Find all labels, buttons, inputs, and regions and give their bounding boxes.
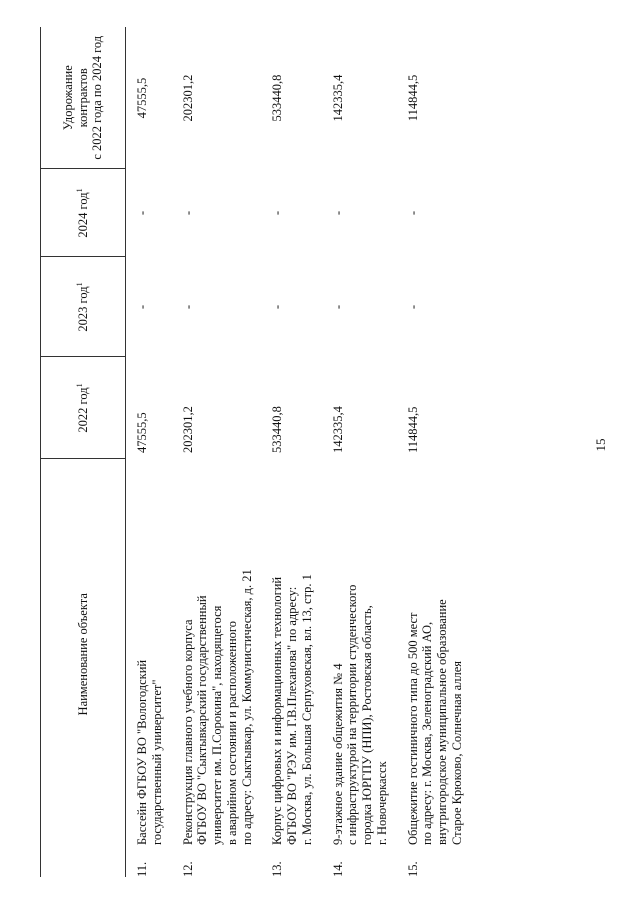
- row-number: 12.: [180, 861, 195, 877]
- object-name: Бассейн ФГБОУ ВО "Вологодский государственный университет": [135, 659, 164, 845]
- value-2024: -: [180, 210, 195, 216]
- row-number: 14.: [330, 861, 345, 877]
- object-name: Общежитие гостиничного типа до 500 мест по адресу: г. Москва, Зеленоградский АО, внутригородское муниципальное образование Старое Крюково, Солнечная аллея: [405, 599, 464, 845]
- value-2023: -: [330, 304, 345, 310]
- objects-table: [40, 27, 472, 877]
- row-number: 15.: [405, 861, 420, 877]
- table-row: [126, 27, 172, 877]
- table-row: [322, 27, 397, 877]
- value-increase: 114844,5: [405, 74, 420, 122]
- value-increase: 142335,4: [330, 74, 345, 122]
- row-number: 11.: [135, 861, 149, 877]
- table-row: [172, 27, 262, 877]
- table-row: [261, 27, 321, 877]
- object-name: Корпус цифровых и информационных технологий ФГБОУ ВО "РЭУ им. Г.В.Плеханова" по адресу: г. Москва, ул. Большая Серпуховская, вл. 13, стр. 1: [270, 574, 314, 845]
- value-2023: -: [180, 304, 195, 310]
- value-2023: -: [135, 304, 149, 310]
- row-number: 13.: [270, 861, 285, 877]
- value-2022: 114844,5: [405, 406, 420, 453]
- header-number: [41, 849, 126, 877]
- header-object-name: Наименование объекта: [41, 459, 126, 849]
- value-2023: -: [405, 304, 420, 310]
- value-2024: -: [135, 210, 149, 216]
- table-row: [397, 27, 472, 877]
- value-2024: -: [270, 210, 285, 216]
- value-2023: -: [270, 304, 285, 310]
- value-increase: 202301,2: [180, 74, 195, 122]
- header-2023: 2023 год$^1$: [41, 257, 126, 357]
- header-2022: 2022 год$^1$: [41, 357, 126, 459]
- value-2024: -: [330, 210, 345, 216]
- header-increase: Удорожание контрактов с 2022 года по 2024 год: [41, 27, 126, 169]
- page-number: 15: [593, 438, 608, 452]
- value-2022: 202301,2: [180, 406, 195, 453]
- object-name: Реконструкция главного учебного корпуса ФГБОУ ВО "Сыктывкарский государственный университет им. П.Сорокина", находящегося в аварийном состоянии и расположенного по адресу: Сыктывкар, ул. Коммунистическая, д. 21: [180, 569, 254, 845]
- table-header-row: [41, 27, 126, 877]
- value-2024: -: [405, 210, 420, 216]
- value-increase: 533440,8: [270, 74, 285, 122]
- value-2022: 47555,5: [135, 412, 149, 453]
- object-name: 9-этажное здание общежития № 4 с инфраструктурой на территории студенческого городка ЮРГПУ (НПИ), Ростовская область, г. Новочеркасск: [330, 584, 389, 845]
- value-increase: 47555,5: [135, 77, 149, 119]
- value-2022: 533440,8: [270, 406, 285, 453]
- header-2024: 2024 год$^1$: [41, 169, 126, 257]
- value-2022: 142335,4: [330, 406, 345, 453]
